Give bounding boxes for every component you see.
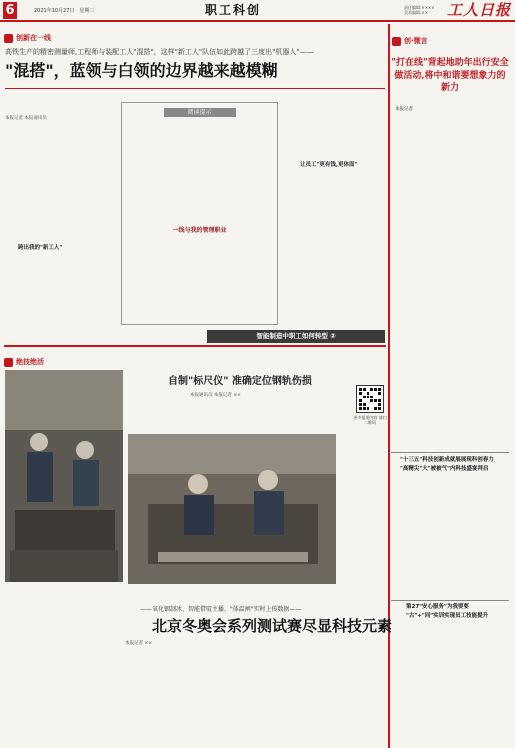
- unique-skill-label: 绝技绝活: [4, 357, 44, 367]
- bottom-headline: 北京冬奥会系列测试赛尽显科技元素: [152, 617, 393, 635]
- middle-headline: 自制"标尺仪" 准确定位钢轨伤损: [168, 376, 312, 387]
- right-subhead-2: 第27"安心服务"为我要要 "古"+"同"实训实现员工技能提升: [406, 604, 489, 619]
- bottom-kicker: ——氧化铟制冰、智能借驭主播、"体温闸"实时上传数据——: [140, 606, 302, 613]
- qr-code[interactable]: [356, 385, 384, 413]
- masthead-logo: 工人日报: [447, 1, 512, 19]
- workshop-photo-left: [5, 370, 123, 582]
- page-number: 6: [3, 2, 17, 19]
- qr-caption: 更多报道内容 请扫二维码: [353, 415, 387, 425]
- lead-rule: [5, 88, 385, 89]
- lead-kicker: 高铁生产的精密测量师,工程师与装配工人"混搭"，这样"新工人"队伍如此跨越了三度出"机器人"——: [5, 48, 314, 56]
- bottom-column-3: [301, 648, 385, 744]
- reading-tips-text: [127, 121, 272, 219]
- bottom-column-2: [213, 648, 297, 744]
- right-column-body-3: [392, 478, 508, 598]
- innovation-line-icon: [4, 34, 13, 43]
- unique-skill-icon: [4, 358, 13, 367]
- innovation-line-label: 创新在一线: [4, 33, 51, 43]
- right-column-body-1: [392, 115, 508, 257]
- right-subhead-1: "十三五"科技创新成就展展现科创春力 "高精尖"大"被被气"内科技盛宴拜启: [400, 457, 494, 472]
- section-title: 职工科创: [205, 3, 262, 17]
- lead-subhead-3: 让员工"更有钱,更体面": [300, 162, 358, 168]
- middle-column-text: [338, 434, 386, 584]
- commentary-icon: [392, 37, 401, 46]
- reading-tips-tag: 阅读提示: [164, 108, 236, 117]
- reading-tips-box: [121, 102, 278, 325]
- middle-byline: 本报通讯员 本报记者 ××: [190, 393, 241, 398]
- series-banner: 智能制造中职工如何转型 ②: [207, 330, 385, 343]
- lead-column-3a: [284, 102, 386, 160]
- lead-column-1b: [5, 253, 115, 331]
- right-headline: "打在线"背起地助年出行安全 做活动,将中和谐要想象力的新力: [391, 58, 509, 93]
- editor-credit: 责任编辑:×××× 美术编辑:××: [404, 5, 435, 15]
- bottom-left-body: [5, 598, 115, 744]
- lead-subhead-2: 一线与我的管理职业: [172, 227, 227, 234]
- right-column-body-4: [392, 624, 508, 744]
- right-rule-1: [391, 452, 509, 453]
- bottom-byline: 本报记者 ××: [125, 641, 152, 646]
- issue-date: 2021年10月27日 星期三: [34, 8, 95, 14]
- lead-headline: "混搭"，蓝领与白领的边界越来越模糊: [5, 61, 278, 80]
- workshop-photo-main-art: [128, 434, 336, 584]
- section-rule: [4, 345, 386, 347]
- page-header: [0, 0, 515, 22]
- lead-subhead-1: 跨出我的"新工人": [18, 245, 63, 251]
- right-column-body-2: [392, 259, 508, 449]
- middle-lead-text: [128, 400, 352, 432]
- column-divider: [388, 24, 390, 748]
- right-rule-2: [391, 600, 509, 601]
- workshop-photo-main: [128, 434, 336, 584]
- lead-column-3b: [284, 170, 386, 325]
- workshop-photo-left-art: [5, 370, 123, 582]
- commentary-label: 创·微言: [392, 36, 428, 46]
- lead-column-1: [5, 124, 115, 244]
- lead-column-2b: [127, 238, 272, 324]
- right-byline: 本报记者: [395, 107, 413, 112]
- bottom-column-1: [125, 648, 209, 744]
- lead-byline: 本报记者 本报通讯员: [5, 116, 47, 121]
